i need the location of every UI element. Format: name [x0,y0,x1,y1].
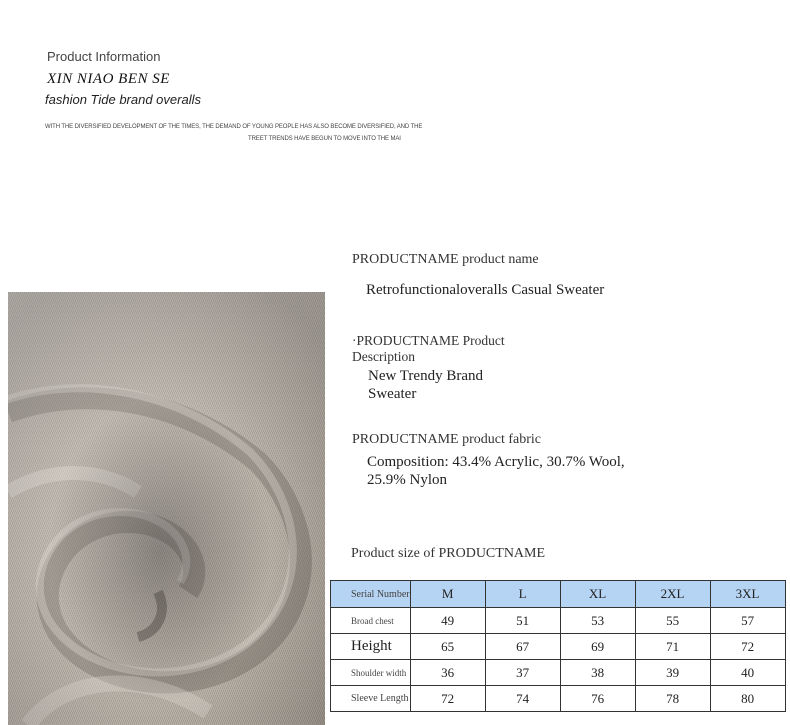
table-cell: 72 [410,686,485,712]
size-table-corner: Serial Number [331,581,411,608]
table-cell: 76 [560,686,635,712]
tagline: fashion Tide brand overalls [45,92,201,107]
table-cell: 65 [410,634,485,660]
table-cell: 57 [710,608,785,634]
product-fabric-line1: Composition: 43.4% Acrylic, 30.7% Wool, [367,454,625,470]
product-description-line2: Sweater [368,386,417,402]
product-description-label: ·PRODUCTNAME Product Description [352,333,505,364]
knit-fabric-image [8,292,325,725]
table-cell: 80 [710,686,785,712]
table-cell: 38 [560,660,635,686]
table-row [331,686,786,712]
product-description-line1: New Trendy Brand [368,368,483,384]
table-cell: 67 [485,634,560,660]
table-cell: 49 [410,608,485,634]
size-header-cell: XL [560,581,635,608]
product-fabric-line2: 25.9% Nylon [367,472,447,488]
table-cell: 40 [710,660,785,686]
table-cell: 72 [710,634,785,660]
table-row [331,634,786,660]
product-fabric-value [367,453,677,489]
brand-description-line2: TREET TRENDS HAVE BEGUN TO MOVE INTO THE MAI [248,136,401,142]
table-cell: 55 [635,608,710,634]
table-cell: 39 [635,660,710,686]
table-cell: 71 [635,634,710,660]
size-header-cell: 3XL [710,581,785,608]
table-row [331,660,786,686]
size-table-header-row [331,581,786,608]
size-header-cell: 2XL [635,581,710,608]
size-header-cell: M [410,581,485,608]
row-label-sleeve-length: Sleeve Length [331,686,411,712]
table-row [331,608,786,634]
product-description-value [368,367,528,403]
table-cell: 53 [560,608,635,634]
product-name-label: PRODUCTNAME product name [352,252,539,267]
table-cell: 37 [485,660,560,686]
brand-name: XIN NIAO BEN SE [47,71,170,87]
product-name-value: Retrofunctionaloveralls Casual Sweater [366,282,605,298]
size-table [330,580,786,712]
product-fabric-label: PRODUCTNAME product fabric [352,432,541,447]
table-cell: 78 [635,686,710,712]
size-table-title: Product size of PRODUCTNAME [351,546,546,561]
table-cell: 36 [410,660,485,686]
brand-description-line1: WITH THE DIVERSIFIED DEVELOPMENT OF THE TIMES, THE DEMAND OF YOUNG PEOPLE HAS ALSO BECOME DIVERSIFIED, AND THE [45,124,423,130]
table-cell: 74 [485,686,560,712]
row-label-height: Height [331,634,411,660]
size-header-cell: L [485,581,560,608]
row-label-broad-chest: Broad chest [331,608,411,634]
row-label-shoulder-width: Shoulder width [331,660,411,686]
table-cell: 51 [485,608,560,634]
table-cell: 69 [560,634,635,660]
section-title: Product Information [47,49,161,64]
